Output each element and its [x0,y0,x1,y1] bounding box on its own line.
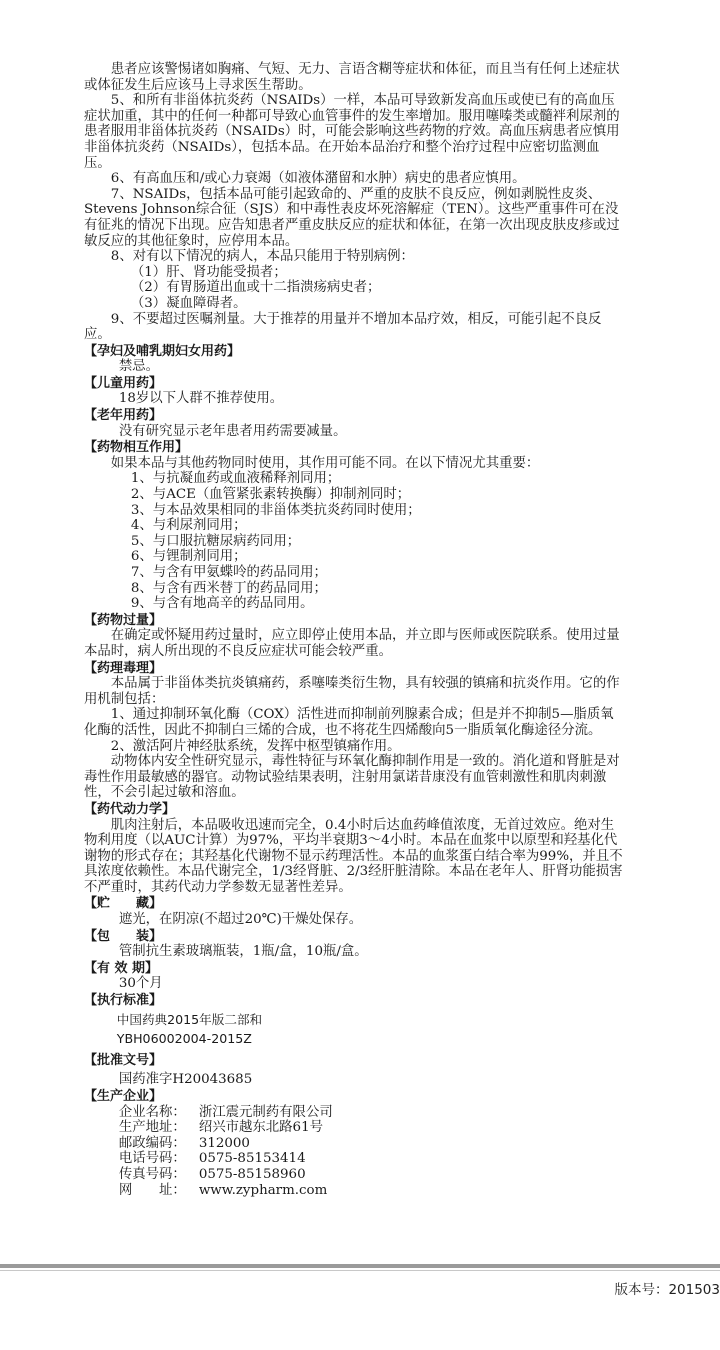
list-item: （1）肝、肾功能受损者； [130,264,287,280]
manufacturer-info [84,1105,624,1199]
section-heading-pharmacokinetics: 【药代动力学】 [84,801,176,817]
section-heading-elderly: 【老年用药】 [84,408,163,424]
row-label: 传真号码： [118,1166,186,1182]
postcode: 312000 [198,1135,250,1151]
insert-text [84,62,624,1198]
fax-number: 0575-85158960 [198,1166,306,1182]
standard-line-2: YBH06002004-2015Z [116,1031,252,1047]
phone-row [119,1151,624,1167]
company-name-row [119,1105,624,1121]
section-heading-storage: 【贮 藏】 [84,896,163,912]
paragraph: 9、不要超过医嘱剂量。大于推荐的用量并不增加本品疗效，相反，可能引起不良反应。 [84,311,602,343]
list-item: 6、与锂制剂同用； [130,549,247,565]
section-heading-standard: 【执行标准】 [84,993,163,1009]
version-number: 版本号：201503 [614,1282,720,1298]
section-text: 如果本品与其他药物同时使用，其作用可能不同。在以下情况尤其重要： [110,455,540,471]
paragraph: 5、和所有非甾体抗炎药（NSAIDs）一样，本品可导致新发高血压或使已有的高血压症状加重，其中的任何一种都可导致心血管事件的发生率增加。服用噻嗪类或髓袢利尿剂的患者服用非甾体抗炎药（NSAIDs）时，可能会影响这些药物的疗效。高血压病患者应慎用非甾体抗炎药（NSAIDs），包括本品。在开始本品治疗和整个治疗过程中应密切监测血压。 [84,93,620,171]
section-text: 禁忌。 [118,359,159,375]
section-text: 2、激活阿片神经肽系统，发挥中枢型镇痛作用。 [110,738,401,754]
section-text: 本品属于非甾体类抗炎镇痛药，系噻嗪类衍生物，具有较强的镇痛和抗炎作用。它的作用机制包括： [84,676,620,707]
list-item: （3）凝血障碍者。 [130,295,247,311]
address-row [119,1120,624,1136]
section-heading-packaging: 【包 装】 [84,928,163,944]
paragraph: 患者应该警惕诸如胸痛、气短、无力、言语含糊等症状和体征，而且当有任何上述症状或体征发生后应该马上寻求医生帮助。 [84,62,620,93]
list-item: 9、与含有地高辛的药品同用。 [130,596,314,612]
row-label: 电话号码： [118,1151,186,1167]
section-heading-pediatric: 【儿童用药】 [84,375,163,391]
section-heading-overdose: 【药物过量】 [84,612,163,628]
list-item: 1、与抗凝血药或血液稀释剂同用； [130,471,341,487]
row-label: 企业名称： [118,1104,186,1120]
paragraph: 7、NSAIDs，包括本品可能引起致命的、严重的皮肤不良反应，例如剥脱性皮炎、Stevens Johnson综合征（SJS）和中毒性表皮坏死溶解症（TEN）。这些严重事件可在没有征兆的情况下出现。应告知患者严重皮肤反应的症状和体征，在第一次出现皮肤皮疹或过敏反应的其他征象时，应停用本品。 [84,186,620,249]
fax-row [119,1167,624,1183]
section-text: 管制抗生素玻璃瓶装，1瓶/盒，10瓶/盒。 [118,944,368,960]
row-label: 邮政编码： [118,1135,186,1151]
section-text: 遮光，在阴凉(不超过20℃)干燥处保存。 [118,912,363,928]
footer-divider-thin [0,1270,720,1271]
section-heading-pregnancy: 【孕妇及哺乳期妇女用药】 [84,343,241,359]
list-item: （2）有胃肠道出血或十二指溃疡病史者； [130,280,381,296]
section-text: 18岁以下人群不推荐使用。 [118,391,284,407]
phone-number: 0575-85153414 [198,1151,306,1167]
section-text: 动物体内安全性研究显示，毒性特征与环氧化酶抑制作用是一致的。消化道和肾脏是对毒性作用最敏感的器官。动物试验结果表明，注射用氯诺昔康没有血管刺激性和肌肉刺激性，不会引起过敏和溶血。 [84,754,620,801]
address: 绍兴市越东北路61号 [198,1120,323,1136]
company-name: 浙江震元制药有限公司 [198,1104,333,1120]
section-heading-approval: 【批准文号】 [84,1052,163,1068]
section-text: 肌肉注射后，本品吸收迅速而完全，0.4小时后达血药峰值浓度，无首过效应。绝对生物利用度（以AUC计算）为97%，平均半衰期3～4小时。本品在血浆中以原型和羟基化代谢物的形式存在；其羟基化代谢物不显示药理活性。本品的血浆蛋白结合率为99%，并且不具浓度依赖性。本品代谢完全，1/3经肾脏、2/3经肝脏清除。本品在老年人、肝肾功能损害不严重时，其药代动力学参数无显著性差异。 [84,817,623,895]
section-heading-manufacturer: 【生产企业】 [84,1089,163,1104]
section-text: 30个月 [118,976,163,992]
list-item: 5、与口服抗糖尿病药同用； [130,533,301,549]
paragraph: 6、有高血压和/或心力衰竭（如液体潴留和水肿）病史的患者应慎用。 [110,171,526,187]
website: www.zypharm.com [198,1182,328,1198]
website-row [119,1183,624,1199]
postcode-row [119,1136,624,1152]
row-label: 生产地址： [118,1120,186,1136]
section-text: 没有研究显示老年患者用药需要减量。 [118,423,347,439]
section-text: 在确定或怀疑用药过量时，应立即停止使用本品，并立即与医师或医院联系。使用过量本品时，病人所出现的不良反应症状可能会较严重。 [84,628,620,659]
list-item: 3、与本品效果相同的非甾体类抗炎药同时使用； [130,502,421,518]
list-item: 2、与ACE（血管紧张素转换酶）抑制剂同时； [130,487,411,503]
paragraph: 8、对有以下情况的病人，本品只能用于特别病例： [110,249,414,265]
list-item: 8、与含有西米替丁的药品同用； [130,580,327,596]
section-heading-pharmacology: 【药理毒理】 [84,660,163,676]
list-item: 4、与利尿剂同用； [130,518,247,534]
row-label: 网 址： [118,1182,186,1198]
interaction-list [84,471,624,611]
footer-divider [0,1264,720,1268]
section-text: 1、通过抑制环氧化酶（COX）活性进而抑制前列腺素合成；但是并不抑制5—脂质氧化酶的活性，因此不抑制白三烯的合成，也不将花生四烯酸向5一脂质氧化酶途径分流。 [84,707,614,738]
standard-line-1: 中国药典2015年版二部和 [116,1011,263,1027]
list-item: 7、与含有甲氨蝶呤的药品同用； [130,565,327,580]
section-heading-validity: 【有 效 期】 [84,960,159,976]
section-heading-interactions: 【药物相互作用】 [84,440,189,456]
approval-number: 国药准字H20043685 [118,1072,253,1088]
